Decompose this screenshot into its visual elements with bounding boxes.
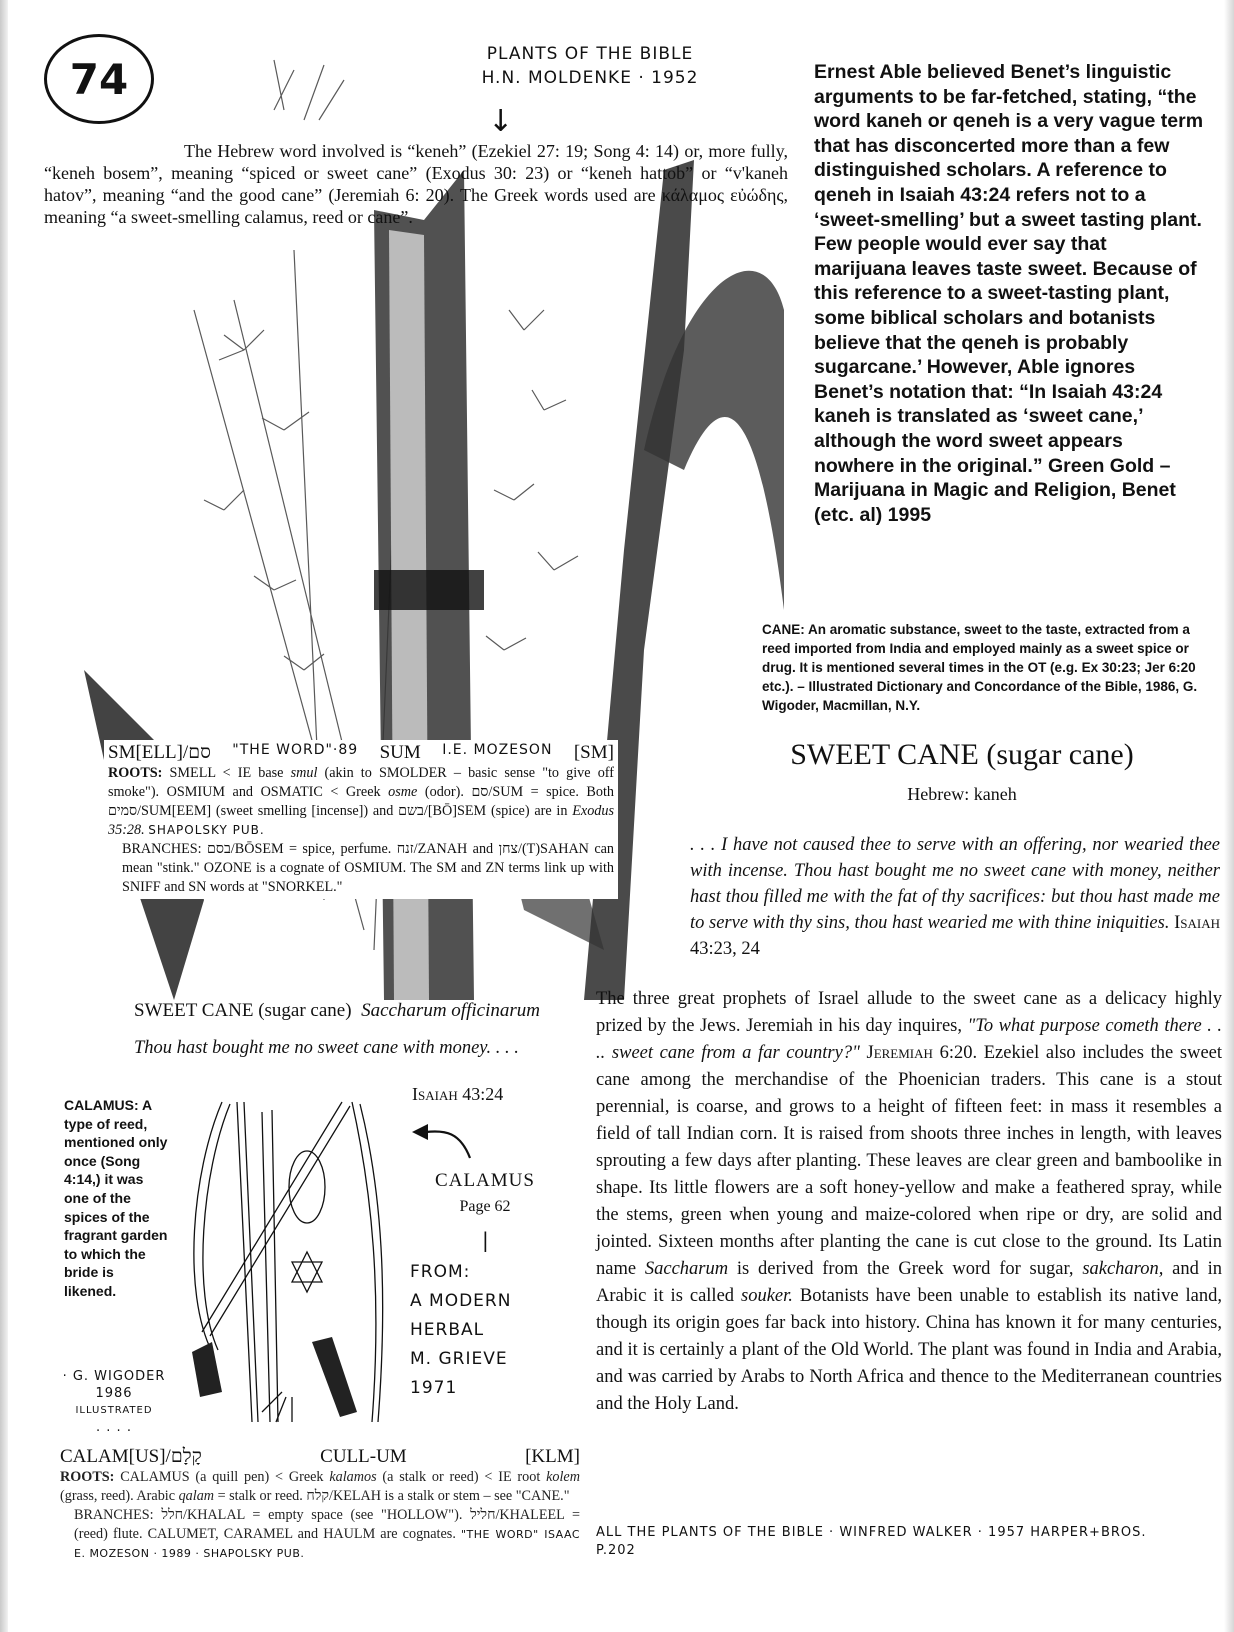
tick-mark: | — [482, 1228, 490, 1252]
shapolsky-handwritten: SHAPOLSKY PUB. — [148, 823, 265, 837]
sweet-cane-title: SWEET CANE (sugar cane) — [790, 738, 1134, 771]
smell-root-letters: [SM] — [573, 742, 614, 763]
wigoder-line-4: . . . . — [96, 1420, 132, 1435]
calam-pronunciation: CULL-UM — [320, 1446, 407, 1467]
hebrew-kaneh-subtitle: Hebrew: kaneh — [907, 784, 1017, 804]
isaiah-quote-text: . . . I have not caused thee to serve with an offering, nor wearied thee with incense. Thou hast bought me no sweet cane with money, neither hast thou filled me with the fat of thy sacrifices: but thou hast made me to serve with thy sins, thou hast wearied me with thine iniquities. — [690, 835, 1220, 933]
roots-italic: kolem — [546, 1469, 580, 1485]
roots-label: ROOTS: — [108, 765, 163, 781]
caption-name: SWEET CANE (sugar cane) — [134, 1000, 352, 1021]
walker-line-1: ALL THE PLANTS OF THE BIBLE · WINFRED WALKER · 1957 HARPER+BROS. — [596, 1525, 1147, 1540]
wigoder-handwritten-source — [54, 1368, 174, 1436]
smell-dictionary-entry — [104, 740, 618, 899]
roots-italic: Exodus 35:28. — [108, 803, 615, 838]
moldenke-line-1: PLANTS OF THE BIBLE — [486, 44, 694, 64]
hebrew-word-paragraph — [44, 140, 788, 228]
smell-roots — [108, 764, 614, 840]
calam-entry-header — [60, 1446, 580, 1468]
grieve-line-3: HERBAL — [410, 1320, 485, 1340]
smell-branches: BRANCHES: בסם/BŌSEM = spice, perfume. זנח/ZANAH and צחן/(T)SAHAN can mean "stink." OZONE is a cognate of OSMIUM. The SM and ZN terms link up with SNIFF and SN words at "SNORKEL." — [122, 841, 615, 895]
prophets-paragraph — [596, 986, 1222, 1418]
calam-root-letters: [KLM] — [525, 1446, 580, 1467]
wigoder-line-1: · G. WIGODER — [62, 1369, 166, 1384]
arabic-word: souker. — [741, 1286, 793, 1306]
calam-headword: CALAM[US]/קָלָם — [60, 1446, 202, 1467]
roots-text: (a stalk or reed) < IE root — [376, 1469, 547, 1485]
roots-text: = stalk or reed. קלח/KELAH is a stalk or stem – see "CANE." — [214, 1488, 570, 1504]
wigoder-line-2: 1986 — [95, 1386, 133, 1401]
calamus-definition: CALAMUS: A type of reed, mentioned only once (Song 4:14,) it was one of the spices of the fragrant garden to which the bride is likened. — [64, 1097, 168, 1299]
latin-name: Saccharum — [644, 1259, 729, 1279]
prophets-text-4: and in Arabic it is called — [596, 1259, 1223, 1306]
page-reference: Page 62 — [459, 1198, 511, 1215]
isaiah-reference: Isaiah 43:24 — [412, 1084, 504, 1104]
roots-text: SMELL < IE base — [162, 765, 291, 781]
sweet-cane-caption — [134, 1000, 604, 1022]
cane-definition: CANE: An aromatic substance, sweet to the taste, extracted from a reed imported from India and employed mainly as a sweet spice or drug. It is mentioned several times in the OT (e.g. Ex 30:23; Jer 6:20 etc.). – Illustrated Dictionary and Concordance of the Bible, 1986, G. Wigoder, Macmillan, N.Y. — [762, 622, 1198, 713]
sweet-cane-caption-quote: Thou hast bought me no sweet cane with money. . . . — [134, 1038, 519, 1058]
smell-headword: SM[ELL]/סם — [108, 742, 211, 763]
hebrew-paragraph-text: The Hebrew word involved is “keneh” (Ezekiel 27: 19; Song 4: 14) or, more fully, “keneh bosem”, meaning “spiced or sweet cane” (Exodus 30: 23) or “keneh hattob” or “v'kaneh hatov”, meaning “and the good cane” (Jeremiah 6: 20). The Greek words used are κάλαμος εὐώδης, meaning “a sweet-smelling calamus, reed or cane”. — [44, 141, 788, 227]
roots-italic: kalamos — [329, 1469, 377, 1485]
jeremiah-quote: "To what purpose cometh there . . .. sweet cane from a far country?" — [596, 1016, 1223, 1063]
calam-branches-text: BRANCHES: חלל/KHALAL = empty space (see "HOLLOW"). חליל/KHALEEL = (reed) flute. CALUMET, CARAMEL and HAULM are cognates. — [74, 1507, 580, 1542]
calamus-label: CALAMUS — [435, 1170, 535, 1191]
roots-italic: qalam — [178, 1488, 215, 1504]
smell-entry-header — [108, 742, 614, 764]
down-arrow-icon: ↓ — [488, 104, 514, 139]
smell-handwritten-author: I.E. MOZESON — [442, 742, 553, 758]
roots-text: (odor). סם/SUM = spice. Both סמים/SUM[EEM] (sweet smelling [incense]) and בשם/[BŌ]SEM (spice) are in — [108, 784, 614, 819]
isaiah-quote — [690, 832, 1220, 962]
scan-edge-right — [1224, 0, 1234, 1632]
walker-handwritten-citation — [596, 1524, 1226, 1560]
caption-latin: Saccharum officinarum — [361, 1000, 540, 1021]
able-quote-block: Ernest Able believed Benet’s linguistic arguments to be far-fetched, stating, “the word kaneh or qeneh is a very vague term that has disconcerted more than a few distinguished scholars. A reference to qeneh in Isaiah 43:24 refers not to a ‘sweet-smelling’ but a sweet tasting plant. Few people would ever say that marijuana leaves taste sweet. Because of this reference to a sweet-tasting plant, some biblical scholars and botanists believe that the qeneh is probably sugarcane.’ However, Able ignores Benet’s notation that: “In Isaiah 43:24 kaneh is translated as ‘sweet cane,’ although the word sweet appears nowhere in the original.” Green Gold – Marijuana in Magic and Religion, Benet (etc. al) 1995 — [814, 61, 1204, 526]
grieve-line-4: M. GRIEVE — [410, 1349, 508, 1369]
calam-roots — [60, 1468, 580, 1506]
roots-italic: osme — [388, 784, 418, 800]
curved-left-arrow-icon — [410, 1122, 480, 1162]
walker-line-2: P.202 — [596, 1543, 636, 1558]
wigoder-line-3: ILLUSTRATED — [75, 1405, 153, 1416]
roots-label: ROOTS: — [60, 1469, 115, 1485]
greek-word: sakcharon, — [1082, 1259, 1164, 1279]
smell-pronunciation: SUM — [379, 742, 421, 763]
grieve-line-2: A MODERN — [410, 1291, 512, 1311]
roots-italic: smul — [290, 765, 318, 781]
scan-edge-left — [0, 0, 8, 1632]
moldenke-line-2: H.N. MOLDENKE · 1952 — [481, 68, 699, 88]
moldenke-handwritten-note — [440, 42, 740, 90]
jeremiah-reference: Jeremiah — [866, 1043, 933, 1063]
prophets-text-5: Botanists have been unable to establish its native land, though its origin goes far back into history. China has known it for many centuries, and it is certainly a plant of the Old World. The plant was found in India and Arabia, and was carried by Arabs to North Africa and thence to the Mediterranean countries and the Holy Land. — [596, 1286, 1222, 1414]
roots-text: CALAMUS (a quill pen) < Greek — [114, 1469, 330, 1485]
calamus-dictionary-entry — [60, 1446, 580, 1563]
roots-text: (akin to SMOLDER – basic sense "to give off smoke"). OSMIUM and OSMATIC < Greek — [108, 765, 614, 800]
prophets-text-2: 6:20. Ezekiel also includes the sweet cane among the merchandise of the Phoenician traders. This cane is a stout perennial, is coarse, and grows to a height of fifteen feet: in mass it resembles a field of tall Indian corn. It is raised from shoots three inches in length, with leaves sprouting a few days after planting. These leaves are clear green and bamboolike in shape. Its little flowers are a soft honey-yellow and make a feathered spray, while the stems, green when young and maize-colored when ripe or dry, are solid and jointed. Sixteen months after planting the cane is cut close to the ground. Its Latin name — [596, 1043, 1223, 1279]
page-number-circle: 74 — [44, 34, 154, 124]
grieve-handwritten-source — [410, 1258, 560, 1403]
mozeson-handwritten-citation: "THE WORD" ISAAC E. MOZESON · 1989 · SHAPOLSKY PUB. — [74, 1528, 581, 1560]
isaiah-quote-reference: Isaiah 43:23, 24 — [690, 913, 1221, 959]
prophets-text-1: The three great prophets of Israel allude to the sweet cane as a delicacy highly prized by the Jews. Jeremiah in his day inquires, — [596, 989, 1222, 1036]
prophets-text-3: is derived from the Greek word for sugar, — [728, 1259, 1083, 1279]
smell-handwritten-source: "THE WORD"·89 — [232, 742, 359, 758]
grieve-line-1: FROM: — [410, 1262, 471, 1282]
calam-branches — [60, 1506, 580, 1563]
roots-text: (grass, reed). Arabic — [60, 1488, 179, 1504]
grieve-line-5: 1971 — [410, 1378, 458, 1398]
calamus-illustration — [182, 1092, 394, 1437]
